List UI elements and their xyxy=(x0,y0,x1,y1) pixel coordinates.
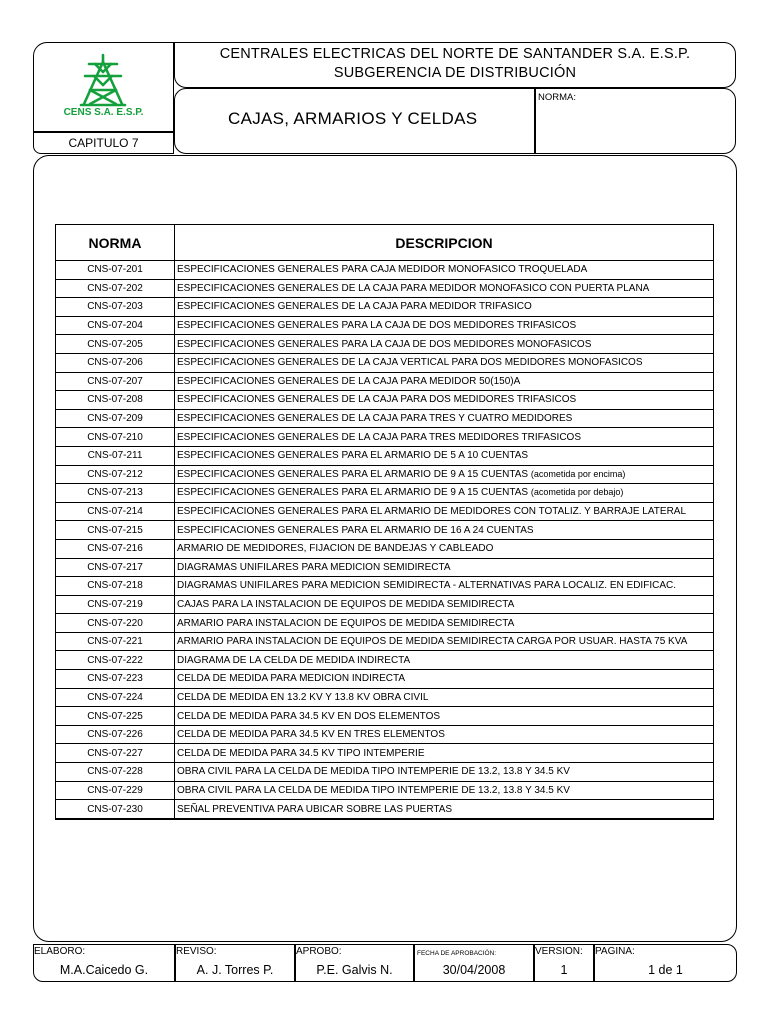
description-text: ARMARIO DE MEDIDORES, FIJACION DE BANDEJAS Y CABLEADO xyxy=(177,543,494,555)
description-cell xyxy=(175,279,714,298)
cens-tower-logo-icon xyxy=(78,52,128,108)
pagina-label: PAGINA: xyxy=(595,946,635,957)
table-row xyxy=(56,391,714,410)
description-text: CAJAS PARA LA INSTALACION DE EQUIPOS DE MEDIDA SEMIDIRECTA xyxy=(177,598,515,610)
norma-code-cell: CNS-07-225 xyxy=(56,707,175,726)
description-cell xyxy=(175,670,714,689)
version-value: 1 xyxy=(560,963,568,977)
description-cell xyxy=(175,763,714,782)
description-cell xyxy=(175,707,714,726)
org-name: CENTRALES ELECTRICAS DEL NORTE DE SANTANDER S.A. E.S.P. xyxy=(219,46,691,62)
chapter-label: CAPITULO 7 xyxy=(33,132,174,154)
norma-code-cell: CNS-07-218 xyxy=(56,577,175,596)
description-text: CELDA DE MEDIDA PARA MEDICION INDIRECTA xyxy=(177,673,406,685)
description-cell xyxy=(175,577,714,596)
norma-label: NORMA: xyxy=(538,92,576,103)
description-text: ESPECIFICACIONES GENERALES PARA EL ARMARIO DE 5 A 10 CUENTAS xyxy=(177,450,529,462)
org-subdivision: SUBGERENCIA DE DISTRIBUCIÓN xyxy=(333,65,577,81)
norms-table xyxy=(55,224,714,820)
table-row xyxy=(56,372,714,391)
table-row xyxy=(56,614,714,633)
norma-code-cell: CNS-07-203 xyxy=(56,298,175,317)
norma-code-cell: CNS-07-216 xyxy=(56,539,175,558)
norma-code-cell: CNS-07-208 xyxy=(56,391,175,410)
table-row xyxy=(56,707,714,726)
description-text: DIAGRAMA DE LA CELDA DE MEDIDA INDIRECTA xyxy=(177,654,411,666)
norma-code-cell: CNS-07-220 xyxy=(56,614,175,633)
description-cell xyxy=(175,484,714,503)
column-header-descripcion: DESCRIPCION xyxy=(175,225,714,261)
description-text: ESPECIFICACIONES GENERALES DE LA CAJA PARA TRES Y CUATRO MEDIDORES xyxy=(177,413,573,425)
description-text: ESPECIFICACIONES GENERALES PARA LA CAJA DE DOS MEDIDORES MONOFASICOS xyxy=(177,338,592,350)
elaboro-label: ELABORO: xyxy=(34,946,86,957)
footer-fecha xyxy=(414,944,534,982)
norma-code-cell: CNS-07-227 xyxy=(56,744,175,763)
table-row xyxy=(56,428,714,447)
fecha-value: 30/04/2008 xyxy=(442,963,506,977)
description-cell xyxy=(175,261,714,280)
table-row xyxy=(56,353,714,372)
description-text: ESPECIFICACIONES GENERALES PARA EL ARMARIO DE MEDIDORES CON TOTALIZ. Y BARRAJE LATERAL xyxy=(177,506,687,518)
description-text: ESPECIFICACIONES GENERALES DE LA CAJA PARA MEDIDOR 50(150)A xyxy=(177,375,521,387)
description-cell xyxy=(175,465,714,484)
reviso-label: REVISO: xyxy=(176,946,217,957)
description-text: OBRA CIVIL PARA LA CELDA DE MEDIDA TIPO INTEMPERIE DE 13.2, 13.8 Y 34.5 KV xyxy=(177,784,570,796)
table-row xyxy=(56,577,714,596)
norma-field xyxy=(535,88,736,154)
footer-elaboro xyxy=(33,944,175,982)
description-text: CELDA DE MEDIDA PARA 34.5 KV EN DOS ELEMENTOS xyxy=(177,710,441,722)
table-row xyxy=(56,465,714,484)
norma-code-cell: CNS-07-214 xyxy=(56,502,175,521)
table-row xyxy=(56,725,714,744)
description-note: (acometida por encima) xyxy=(530,468,626,479)
norma-code-cell: CNS-07-206 xyxy=(56,353,175,372)
table-row xyxy=(56,279,714,298)
description-cell xyxy=(175,316,714,335)
description-cell xyxy=(175,800,714,819)
description-text: ESPECIFICACIONES GENERALES PARA EL ARMARIO DE 16 A 24 CUENTAS xyxy=(177,524,534,536)
norma-code-cell: CNS-07-209 xyxy=(56,409,175,428)
description-cell xyxy=(175,595,714,614)
description-note: (acometida por debajo) xyxy=(530,487,624,498)
norma-code-cell: CNS-07-210 xyxy=(56,428,175,447)
table-row xyxy=(56,484,714,503)
description-text: ESPECIFICACIONES GENERALES DE LA CAJA PARA DOS MEDIDORES TRIFASICOS xyxy=(177,394,577,406)
table-row xyxy=(56,335,714,354)
norma-code-cell: CNS-07-215 xyxy=(56,521,175,540)
norma-code-cell: CNS-07-202 xyxy=(56,279,175,298)
description-cell xyxy=(175,298,714,317)
table-row xyxy=(56,632,714,651)
description-cell xyxy=(175,428,714,447)
norma-code-cell: CNS-07-222 xyxy=(56,651,175,670)
description-text: SEÑAL PREVENTIVA PARA UBICAR SOBRE LAS PUERTAS xyxy=(177,803,453,815)
pagina-value: 1 de 1 xyxy=(648,963,683,977)
description-text: ESPECIFICACIONES GENERALES PARA EL ARMARIO DE 9 A 15 CUENTAS xyxy=(177,487,529,499)
table-row xyxy=(56,800,714,819)
norma-code-cell: CNS-07-230 xyxy=(56,800,175,819)
description-cell xyxy=(175,409,714,428)
aprobo-value: P.E. Galvis N. xyxy=(316,963,393,977)
table-row xyxy=(56,539,714,558)
footer-reviso xyxy=(175,944,295,982)
description-text: ESPECIFICACIONES GENERALES PARA EL ARMARIO DE 9 A 15 CUENTAS xyxy=(177,468,529,480)
logo-text: CENS S.A. E.S.P. xyxy=(63,107,144,118)
norma-code-cell: CNS-07-219 xyxy=(56,595,175,614)
description-cell xyxy=(175,372,714,391)
fecha-label: FECHA DE APROBACIÓN: xyxy=(417,950,497,957)
description-text: ARMARIO PARA INSTALACION DE EQUIPOS DE MEDIDA SEMIDIRECTA CARGA POR USUAR. HASTA 75 KVA xyxy=(177,636,688,648)
description-text: CELDA DE MEDIDA PARA 34.5 KV EN TRES ELEMENTOS xyxy=(177,729,445,741)
norma-code-cell: CNS-07-226 xyxy=(56,725,175,744)
footer-aprobo xyxy=(295,944,414,982)
table-row xyxy=(56,595,714,614)
description-cell xyxy=(175,632,714,651)
footer-version xyxy=(534,944,594,982)
norma-code-cell: CNS-07-204 xyxy=(56,316,175,335)
norma-code-cell: CNS-07-221 xyxy=(56,632,175,651)
table-row xyxy=(56,316,714,335)
norma-code-cell: CNS-07-223 xyxy=(56,670,175,689)
description-text: ESPECIFICACIONES GENERALES PARA CAJA MEDIDOR MONOFASICO TROQUELADA xyxy=(177,264,588,276)
column-header-norma: NORMA xyxy=(56,225,175,261)
description-text: DIAGRAMAS UNIFILARES PARA MEDICION SEMIDIRECTA - ALTERNATIVAS PARA LOCALIZ. EN EDIFICAC. xyxy=(177,580,676,592)
table-row xyxy=(56,670,714,689)
description-text: DIAGRAMAS UNIFILARES PARA MEDICION SEMIDIRECTA xyxy=(177,561,451,573)
description-text: CELDA DE MEDIDA PARA 34.5 KV TIPO INTEMPERIE xyxy=(177,747,425,759)
description-cell xyxy=(175,335,714,354)
description-text: ESPECIFICACIONES GENERALES DE LA CAJA PARA TRES MEDIDORES TRIFASICOS xyxy=(177,431,581,443)
table-row xyxy=(56,409,714,428)
table-row xyxy=(56,446,714,465)
description-text: ESPECIFICACIONES GENERALES DE LA CAJA PARA MEDIDOR TRIFASICO xyxy=(177,301,532,313)
description-cell xyxy=(175,725,714,744)
description-cell xyxy=(175,744,714,763)
description-cell xyxy=(175,502,714,521)
table-row xyxy=(56,688,714,707)
table-row xyxy=(56,744,714,763)
norma-code-cell: CNS-07-201 xyxy=(56,261,175,280)
description-cell xyxy=(175,539,714,558)
table-row xyxy=(56,781,714,800)
description-cell xyxy=(175,521,714,540)
description-text: ESPECIFICACIONES GENERALES PARA LA CAJA DE DOS MEDIDORES TRIFASICOS xyxy=(177,320,577,332)
table-row xyxy=(56,298,714,317)
version-label: VERSION: xyxy=(535,946,583,957)
table-row xyxy=(56,763,714,782)
elaboro-value: M.A.Caicedo G. xyxy=(59,963,149,977)
description-cell xyxy=(175,446,714,465)
reviso-value: A. J. Torres P. xyxy=(196,963,274,977)
table-row xyxy=(56,502,714,521)
norma-code-cell: CNS-07-229 xyxy=(56,781,175,800)
footer-pagina xyxy=(594,944,737,982)
table-header-row xyxy=(56,225,714,261)
description-text: CELDA DE MEDIDA EN 13.2 KV Y 13.8 KV OBRA CIVIL xyxy=(177,691,429,703)
description-cell xyxy=(175,651,714,670)
table-row xyxy=(56,651,714,670)
description-text: ARMARIO PARA INSTALACION DE EQUIPOS DE MEDIDA SEMIDIRECTA xyxy=(177,617,515,629)
description-cell xyxy=(175,614,714,633)
description-cell xyxy=(175,781,714,800)
description-text: ESPECIFICACIONES GENERALES DE LA CAJA PARA MEDIDOR MONOFASICO CON PUERTA PLANA xyxy=(177,282,650,294)
table-row xyxy=(56,558,714,577)
table-row xyxy=(56,521,714,540)
description-cell xyxy=(175,391,714,410)
organization-header xyxy=(174,42,736,88)
norma-code-cell: CNS-07-205 xyxy=(56,335,175,354)
norma-code-cell: CNS-07-207 xyxy=(56,372,175,391)
description-text: ESPECIFICACIONES GENERALES DE LA CAJA VERTICAL PARA DOS MEDIDORES MONOFASICOS xyxy=(177,357,643,369)
aprobo-label: APROBO: xyxy=(296,946,342,957)
norma-code-cell: CNS-07-228 xyxy=(56,763,175,782)
description-cell xyxy=(175,558,714,577)
norma-code-cell: CNS-07-213 xyxy=(56,484,175,503)
description-text: OBRA CIVIL PARA LA CELDA DE MEDIDA TIPO INTEMPERIE DE 13.2, 13.8 Y 34.5 KV xyxy=(177,766,570,778)
norma-code-cell: CNS-07-211 xyxy=(56,446,175,465)
norma-code-cell: CNS-07-212 xyxy=(56,465,175,484)
norma-code-cell: CNS-07-224 xyxy=(56,688,175,707)
document-title: CAJAS, ARMARIOS Y CELDAS xyxy=(174,88,535,154)
table-row xyxy=(56,261,714,280)
description-cell xyxy=(175,688,714,707)
description-cell xyxy=(175,353,714,372)
norma-code-cell: CNS-07-217 xyxy=(56,558,175,577)
